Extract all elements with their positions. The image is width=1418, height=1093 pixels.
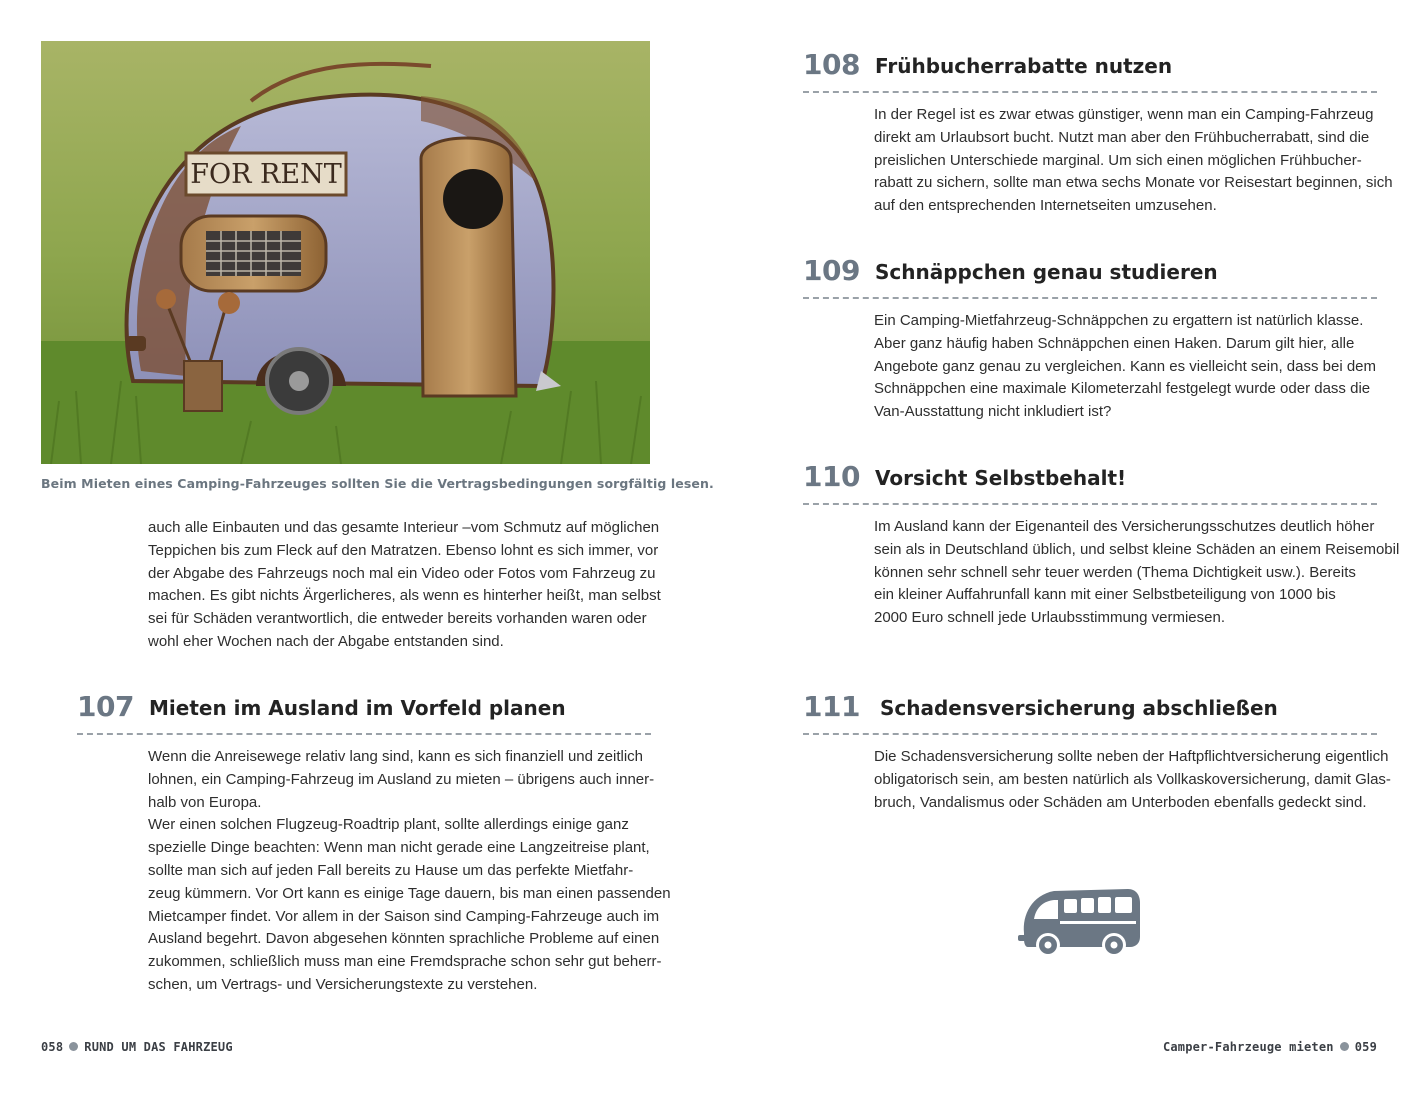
text-line: Van-Ausstattung nicht inkludiert ist? — [874, 403, 1112, 421]
text-line: auch alle Einbauten und das gesamte Interieur –vom Schmutz auf möglichen — [148, 519, 660, 536]
text-line: Mietcamper findet. Vor allem in der Saison sind Camping-Fahrzeuge auch im — [148, 907, 660, 925]
section-110-body — [874, 516, 1400, 630]
text-line: auf den entsprechenden Internetseiten umzusehen. — [874, 197, 1217, 215]
text-line: rabatt zu sichern, sollte man etwa sechs Monate vor Reisestart beginnen, sich — [874, 174, 1393, 192]
text-line: Schnäppchen eine maximale Kilometerzahl festgelegt wurde oder dass die — [874, 380, 1371, 398]
camper-van-icon — [1018, 885, 1142, 963]
section-title: Vorsicht Selbstbehalt! — [875, 466, 1127, 490]
text-line: zukommen, schließlich muss man eine Fremdsprache schon sehr gut beherr- — [148, 953, 662, 971]
text-line: der Abgabe des Fahrzeugs noch mal ein Video oder Fotos vom Fahrzeug zu — [148, 564, 656, 582]
text-line: Ausland begehrt. Davon abgesehen könnten sprachliche Probleme auf einen — [148, 930, 660, 948]
text-line: wohl eher Wochen nach der Abgabe entstanden sind. — [148, 632, 504, 650]
running-head: RUND UM DAS FAHRZEUG — [84, 1040, 233, 1054]
text-line: 2000 Euro schnell jede Urlaubsstimmung vermiesen. — [874, 609, 1226, 627]
for-rent-sign: FOR RENT — [190, 159, 342, 190]
text-line: können sehr schnell sehr teuer werden (Thema Dichtigkeit usw.). Bereits — [874, 563, 1356, 581]
text-line: bruch, Vandalismus oder Schäden am Unterboden ebenfalls gedeckt sind. — [874, 793, 1367, 811]
text-line: preislichen Unterschiede marginal. Um sich einen möglichen Frühbucher- — [874, 151, 1362, 169]
dashed-divider — [77, 733, 651, 735]
page-number: 059 — [1354, 1040, 1377, 1054]
right-footer — [1163, 1040, 1377, 1054]
text-line: machen. Es gibt nichts Ärgerlicheres, als wenn es hinterher heißt, man selbst — [148, 587, 661, 605]
section-title: Mieten im Ausland im Vorfeld planen — [149, 696, 566, 720]
text-line: zeug kümmern. Vor Ort kann es einige Tage dauern, bis man einen passenden — [148, 884, 671, 902]
section-number: 109 — [803, 254, 860, 287]
text-line: Aber ganz häufig haben Schnäppchen einen Haken. Darum gilt hier, alle — [874, 334, 1355, 352]
section-111-body — [874, 746, 1391, 814]
text-line: Teppichen bis zum Fleck auf den Matratzen. Ebenso lohnt es sich immer, vor — [148, 541, 659, 559]
section-title: Schnäppchen genau studieren — [875, 260, 1218, 284]
dashed-divider — [803, 91, 1377, 93]
section-107-body — [148, 746, 671, 997]
text-line: sollte man sich auf jeden Fall bereits zu Hause um das perfekte Mietfahr- — [148, 861, 634, 879]
text-line: Ein Camping-Mietfahrzeug-Schnäppchen zu ergattern ist natürlich klasse. — [874, 312, 1364, 329]
page-number: 058 — [41, 1040, 64, 1054]
photo-caption: Beim Mieten eines Camping-Fahrzeuges sollten Sie die Vertragsbedingungen sorgfältig lesen. — [41, 476, 714, 491]
text-line: direkt am Urlaubsort bucht. Nutzt man aber den Frühbucherrabatt, sind die — [874, 128, 1370, 146]
text-line: schen, um Vertrags- und Versicherungstexte zu verstehen. — [148, 975, 538, 993]
caravan-photo — [41, 41, 650, 464]
text-line: Wenn die Anreisewege relativ lang sind, kann es sich finanziell und zeitlich — [148, 748, 644, 765]
text-line: lohnen, ein Camping-Fahrzeug im Ausland zu mieten – übrigens auch inner- — [148, 770, 655, 788]
left-footer — [41, 1040, 233, 1054]
text-line: ein kleiner Auffahrunfall kann mit einer Selbstbeteiligung von 1000 bis — [874, 586, 1336, 604]
section-title: Frühbucherrabatte nutzen — [875, 54, 1173, 78]
text-line: sei für Schäden verantwortlich, die entweder bereits vorhanden waren oder — [148, 610, 647, 628]
text-line: sein als in Deutschland üblich, und selbst kleine Schäden an einem Reisemobil — [874, 540, 1400, 558]
text-line: Angebote ganz genau zu vergleichen. Kann es vielleicht sein, dass bei dem — [874, 357, 1376, 375]
text-line: Im Ausland kann der Eigenanteil des Versicherungsschutzes deutlich höher — [874, 518, 1375, 535]
text-line: Die Schadensversicherung sollte neben der Haftpflichtversicherung eigentlich — [874, 748, 1389, 765]
footer-dot — [69, 1042, 78, 1051]
text-line: In der Regel ist es zwar etwas günstiger, wenn man ein Camping-Fahrzeug — [874, 106, 1374, 123]
section-number: 110 — [803, 460, 860, 493]
text-line: obligatorisch sein, am besten natürlich als Vollkaskoversicherung, damit Glas- — [874, 770, 1391, 788]
footer-dot — [1340, 1042, 1349, 1051]
section-109-body — [874, 310, 1374, 424]
dashed-divider — [803, 297, 1377, 299]
section-number: 108 — [803, 48, 860, 81]
running-head: Camper-Fahrzeuge mieten — [1162, 1040, 1334, 1054]
dashed-divider — [803, 733, 1377, 735]
section-108-body — [874, 104, 1393, 218]
section-number: 107 — [77, 690, 134, 723]
text-line: halb von Europa. — [148, 793, 262, 811]
section-number: 111 — [803, 690, 860, 723]
section-title: Schadensversicherung abschließen — [880, 696, 1278, 720]
intro-paragraph — [148, 517, 661, 654]
dashed-divider — [803, 503, 1377, 505]
text-line: spezielle Dinge beachten: Wenn man nicht gerade eine Langzeitreise plant, — [148, 839, 650, 857]
text-line: Wer einen solchen Flugzeug-Roadtrip plant, sollte allerdings einige ganz — [148, 816, 629, 834]
